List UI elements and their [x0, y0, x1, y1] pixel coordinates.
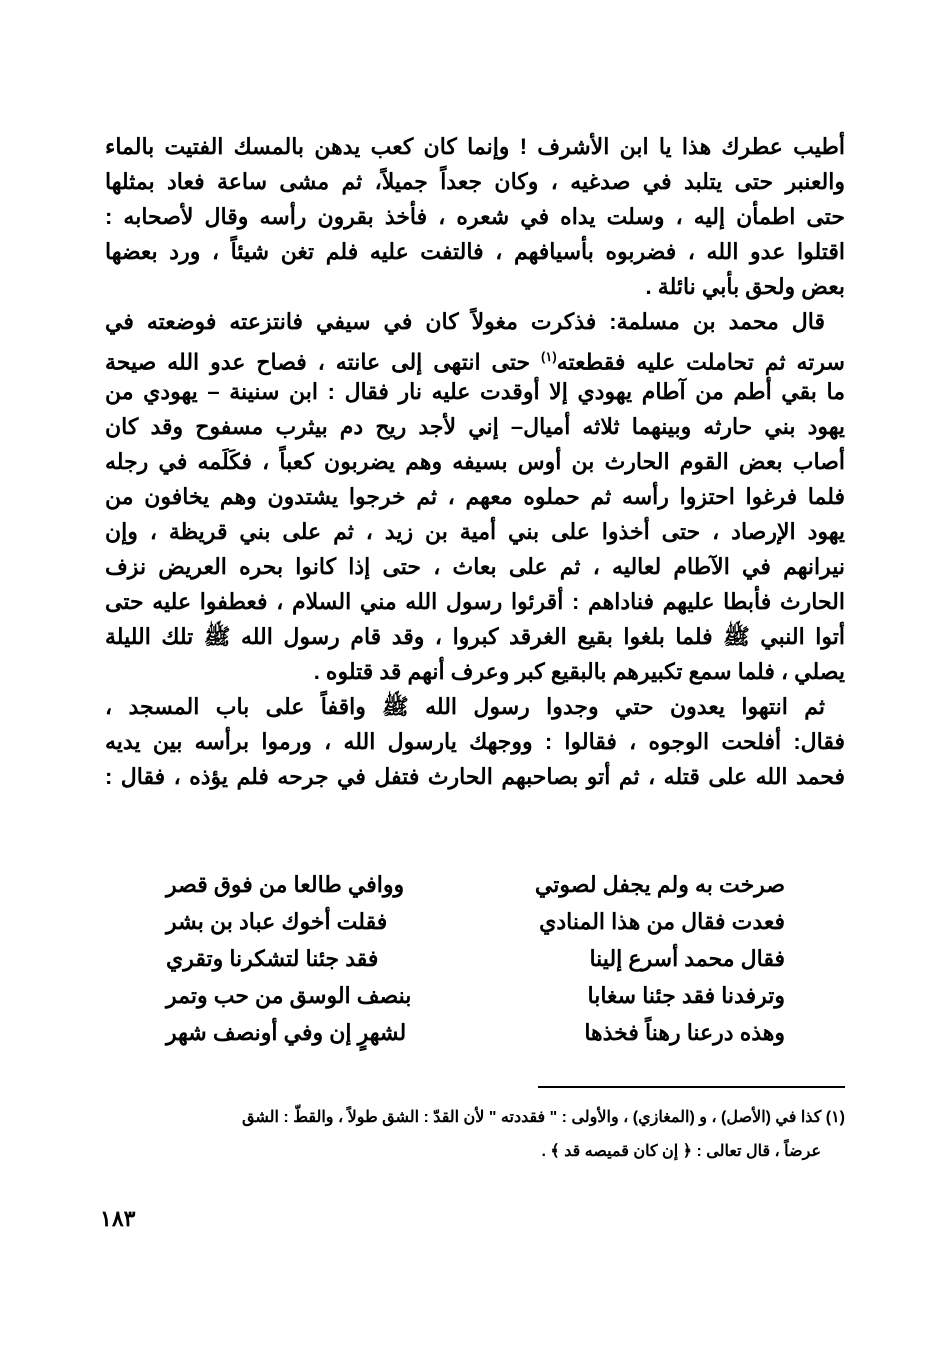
body-line: اقتلوا عدو الله ، فضربوه بأسيافهم ، فالتفت عليه فلم تغن شيئاً ، ورد بعضها — [105, 239, 845, 264]
poem-first-hemistich: وهذه درعنا رهناً فخذها — [584, 1020, 785, 1045]
body-line: فلما فرغوا احتزوا رأسه ثم حملوه معهم ، ثم خرجوا يشتدون وهم يخافون من — [105, 484, 845, 509]
poem-second-hemistich: بنصف الوسق من حب وتمر — [166, 983, 412, 1008]
body-line: فقال: أفلحت الوجوه ، فقالوا : ووجهك يارسول الله ، ورموا برأسه بين يديه — [105, 729, 845, 754]
body-line: أطيب عطرك هذا يا ابن الأشرف ! وإنما كان كعب يدهن بالمسك الفتيت بالماء — [105, 134, 845, 159]
poem-first-hemistich: فقال محمد أسرع إلينا — [589, 946, 785, 971]
poem-first-hemistich: وترفدنا فقد جئنا سغابا — [587, 983, 785, 1008]
poem-second-hemistich: فقلت أخوك عباد بن بشر — [166, 909, 388, 934]
footnote-reference[interactable]: (١) — [541, 349, 557, 364]
body-line: أتوا النبي ﷺ فلما بلغوا بقيع الغرقد كبروا ، وقد قام رسول الله ﷺ تلك الليلة — [105, 624, 845, 649]
body-line: يهود الإرصاد ، حتى أخذوا على بني أمية بن زيد ، ثم على بني قريظة ، وإن — [105, 519, 845, 544]
body-line: بعض ولحق بأبي نائلة . — [645, 274, 845, 299]
body-line: نيرانهم في الآطام لعاليه ، ثم على بعاث ، حتى إذا كانوا بحره العريض نزف — [105, 554, 845, 579]
poem-second-hemistich: لشهرٍ إن وفي أونصف شهر — [166, 1020, 407, 1045]
body-line: ما بقي أطم من آطام يهودي إلا أوقدت عليه نار فقال : ابن سنينة – يهودي من — [105, 379, 845, 404]
body-line: ثم انتهوا يعدون حتي وجدوا رسول الله ﷺ واقفاً على باب المسجد ، — [105, 694, 825, 719]
page-number: ١٨٣ — [100, 1206, 136, 1231]
body-line: حتى اطمأن إليه ، وسلت يداه في شعره ، فأخذ بقرون رأسه وقال لأصحابه : — [105, 204, 845, 229]
body-line — [105, 342, 845, 377]
body-line: والعنبر حتى يتلبد في صدغيه ، وكان جعداً جميلاً، ثم مشى ساعة فعاد بمثلها — [105, 169, 845, 194]
poem-first-hemistich: فعدت فقال من هذا المنادي — [539, 909, 785, 934]
poem-second-hemistich: ووافي طالعا من فوق قصر — [166, 872, 405, 897]
body-text: حتى انتهى إلى عانته ، فصاح عدو الله صيحة — [105, 349, 531, 375]
poem-second-hemistich: فقد جئنا لتشكرنا وتقري — [166, 946, 379, 971]
footnote-divider — [538, 1086, 845, 1088]
body-line: فحمد الله على قتله ، ثم أتو بصاحبهم الحارث فتفل في جرحه فلم يؤذه ، فقال : — [105, 764, 845, 789]
body-line: أصاب بعض القوم الحارث بن أوس بسيفه وهم يضربون كعباً ، فكَلَمه في رجله — [105, 449, 845, 474]
body-line: يهود بني حارثه وبينهما ثلاثه أميال– إني لأجد ريح دم بيثرب مسفوح وقد كان — [105, 414, 845, 439]
body-line: قال محمد بن مسلمة: فذكرت مغولاً كان في سيفي فانتزعته فوضعته في — [105, 309, 825, 334]
body-line: يصلي ، فلما سمع تكبيرهم بالبقيع كبر وعرف أنهم قد قتلوه . — [313, 659, 845, 684]
body-text: سرته ثم تحاملت عليه فقطعته — [556, 349, 845, 375]
body-line: الحارث فأبطا عليهم فناداهم : أقرئوا رسول الله مني السلام ، فعطفوا عليه حتى — [105, 589, 845, 614]
footnote-line: (١) كذا في (الأصل) ، و (المغازي) ، والأولى : " فقددته " لأن القدّ : الشق طولاً ، والقطّ : الشق — [242, 1109, 845, 1126]
poem-first-hemistich: صرخت به ولم يجفل لصوتي — [534, 872, 785, 897]
footnote-line: عرضاً ، قال تعالى : ﴿ إن كان قميصه قد ﴾ . — [541, 1143, 821, 1160]
